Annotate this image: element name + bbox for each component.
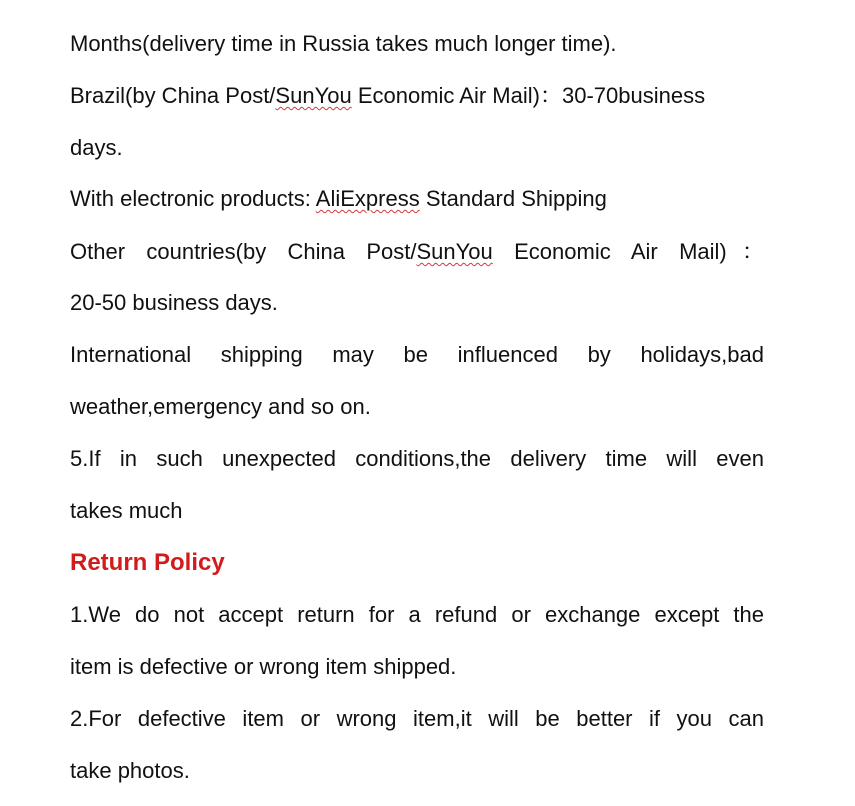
text-line: Months(delivery time in Russia takes much longer time). (70, 31, 617, 56)
text-line: 5.If in such unexpected conditions,the delivery time will even (70, 446, 764, 471)
text-line (70, 184, 764, 214)
text-fragment: Economic Air Mail)： (492, 239, 764, 264)
text-line: weather,emergency and so on. (70, 394, 371, 419)
text-line: takes much (70, 498, 183, 523)
text-line: take photos. (70, 758, 190, 783)
spellcheck-word: AliExpress (315, 186, 420, 211)
text-fragment: Brazil(by China Post/ (70, 83, 276, 108)
text-fragment: Standard Shipping (419, 186, 607, 211)
spellcheck-word: SunYou (416, 239, 493, 264)
text-line: days. (70, 135, 123, 160)
text-fragment: Other countries(by China Post/ (70, 239, 417, 264)
text-line (70, 237, 764, 267)
spellcheck-word: SunYou (275, 83, 352, 108)
return-policy-heading: Return Policy (70, 549, 225, 576)
text-line: item is defective or wrong item shipped. (70, 654, 457, 679)
text-fragment: Economic Air Mail)：30-70business (351, 83, 706, 108)
text-line (70, 81, 764, 111)
text-line: 20-50 business days. (70, 290, 278, 315)
text-line: International shipping may be influenced by holidays,bad (70, 342, 764, 367)
text-fragment: With electronic products: (70, 186, 316, 211)
text-line: 2.For defective item or wrong item,it will be better if you can (70, 706, 764, 731)
text-line: 1.We do not accept return for a refund or exchange except the (70, 602, 764, 627)
